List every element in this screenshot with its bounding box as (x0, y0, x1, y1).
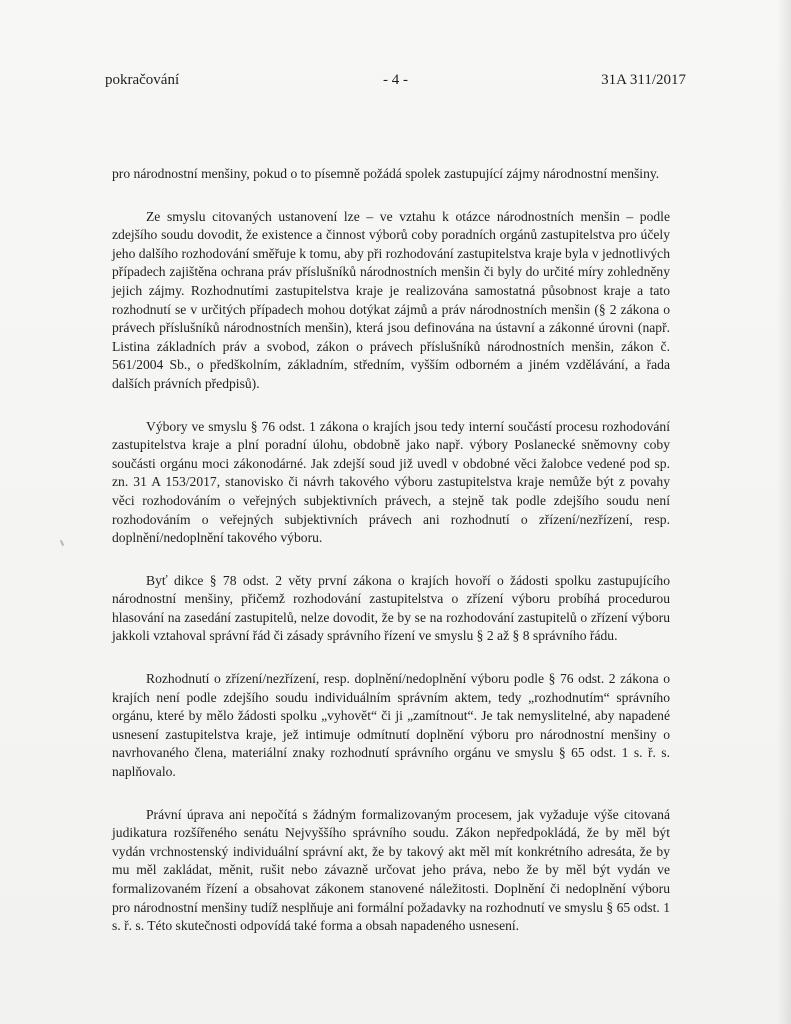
paragraph: Výbory ve smyslu § 76 odst. 1 zákona o krajích jsou tedy interní součástí procesu rozhodování zastupitelstva kraje a plní poradní úlohu, obdobně jako např. výbory Poslanecké sněmovny coby součásti orgánu moci zákonodárné. Jak zdejší soud již uvedl v obdobné věci žalobce vedené pod sp. zn. 31 A 153/2017, stanovisko či návrh takového výboru zastupitelstva kraje nemůže být z povahy věci rozhodováním o veřejných subjektivních právech, a stejně tak podle zdejšího soudu není rozhodováním o veřejných subjektivních právech ani rozhodnutí o zřízení/nezřízení, resp. doplnění/nedoplnění takového výboru. (112, 418, 670, 546)
scan-speck (60, 540, 64, 546)
paragraph: Ze smyslu citovaných ustanovení lze – ve vztahu k otázce národnostních menšin – podle zdejšího soudu dovodit, že existence a činnost výborů coby poradních orgánů zastupitelstva pro účely jeho dalšího rozhodování směřuje k tomu, aby při rozhodování zastupitelstva kraje byla v jednotlivých případech zajištěna ochrana práv příslušníků národnostních menšin či byly do určité míry zohledněny jejich zájmy. Rozhodnutími zastupitelstva kraje je realizována samostatná působnost kraje a tato rozhodnutí se v určitých případech mohou dotýkat zájmů a práv národnostních menšin (§ 2 zákona o právech příslušníků národnostních menšin), která jsou definována na ústavní a zákonné úrovni (např. Listina základních práv a svobod, zákon o právech příslušníků národnostních menšin, zákon č. 561/2004 Sb., o předškolním, základním, středním, vyšším odborném a jiném vzdělávání, a řada dalších právních předpisů). (112, 208, 670, 391)
paragraph-continuation: pro národnostní menšiny, pokud o to písemně požádá spolek zastupující zájmy národnostní menšiny. (112, 166, 660, 181)
paragraph: Byť dikce § 78 odst. 2 věty první zákona o krajích hovoří o žádosti spolku zastupujícího národnostní menšiny, přičemž rozhodování zastupitelstva o zřízení výboru probíhá procedurou hlasování na zasedání zastupitelů, nelze dovodit, že by se na rozhodování zastupitelů o zřízení výboru jakkoli vztahoval správní řád či zásady správního řízení ve smyslu § 2 až § 8 správního řádu. (112, 572, 670, 644)
header-continuation-label: pokračování (105, 72, 180, 88)
page-header (105, 72, 686, 96)
paragraph: Právní úprava ani nepočítá s žádným formalizovaným procesem, jak vyžaduje výše citovaná judikatura rozšířeného senátu Nejvyššího správního soudu. Zákon nepředpokládá, že by měl být vydán vrchnostenský individuální správní akt, že by takový akt měl mít konkrétního adresáta, že by mu měl zakládat, měnit, rušit nebo závazně určovat jeho práva, nebo že by měl být vydán ve formalizovaném řízení a obsahovat zákonem stanovené náležitosti. Doplnění či nedoplnění výboru pro národnostní menšiny tudíž nesplňuje ani formální požadavky na rozhodnutí ve smyslu § 65 odst. 1 s. ř. s. Této skutečnosti odpovídá také forma a obsah napadeného usnesení. (112, 806, 670, 934)
document-body (112, 165, 670, 960)
page-number: - 4 - (383, 72, 408, 88)
case-number: 31A 311/2017 (601, 72, 686, 88)
paragraph: Rozhodnutí o zřízení/nezřízení, resp. doplnění/nedoplnění výboru podle § 76 odst. 2 zákona o krajích není podle zdejšího soudu individuálním správním aktem, tedy „rozhodnutím“ správního orgánu, které by mělo žádosti spolku „vyhovět“ či ji „zamítnout“. Je tak nemyslitelné, aby napadené usnesení zastupitelstva kraje, jež intimuje odmítnutí doplnění výboru pro národnostní menšiny o navrhovaného člena, materiální znaky rozhodnutí správního orgánu ve smyslu § 65 odst. 1 s. ř. s. naplňovalo. (112, 671, 670, 780)
scan-edge-shadow (777, 0, 791, 1024)
